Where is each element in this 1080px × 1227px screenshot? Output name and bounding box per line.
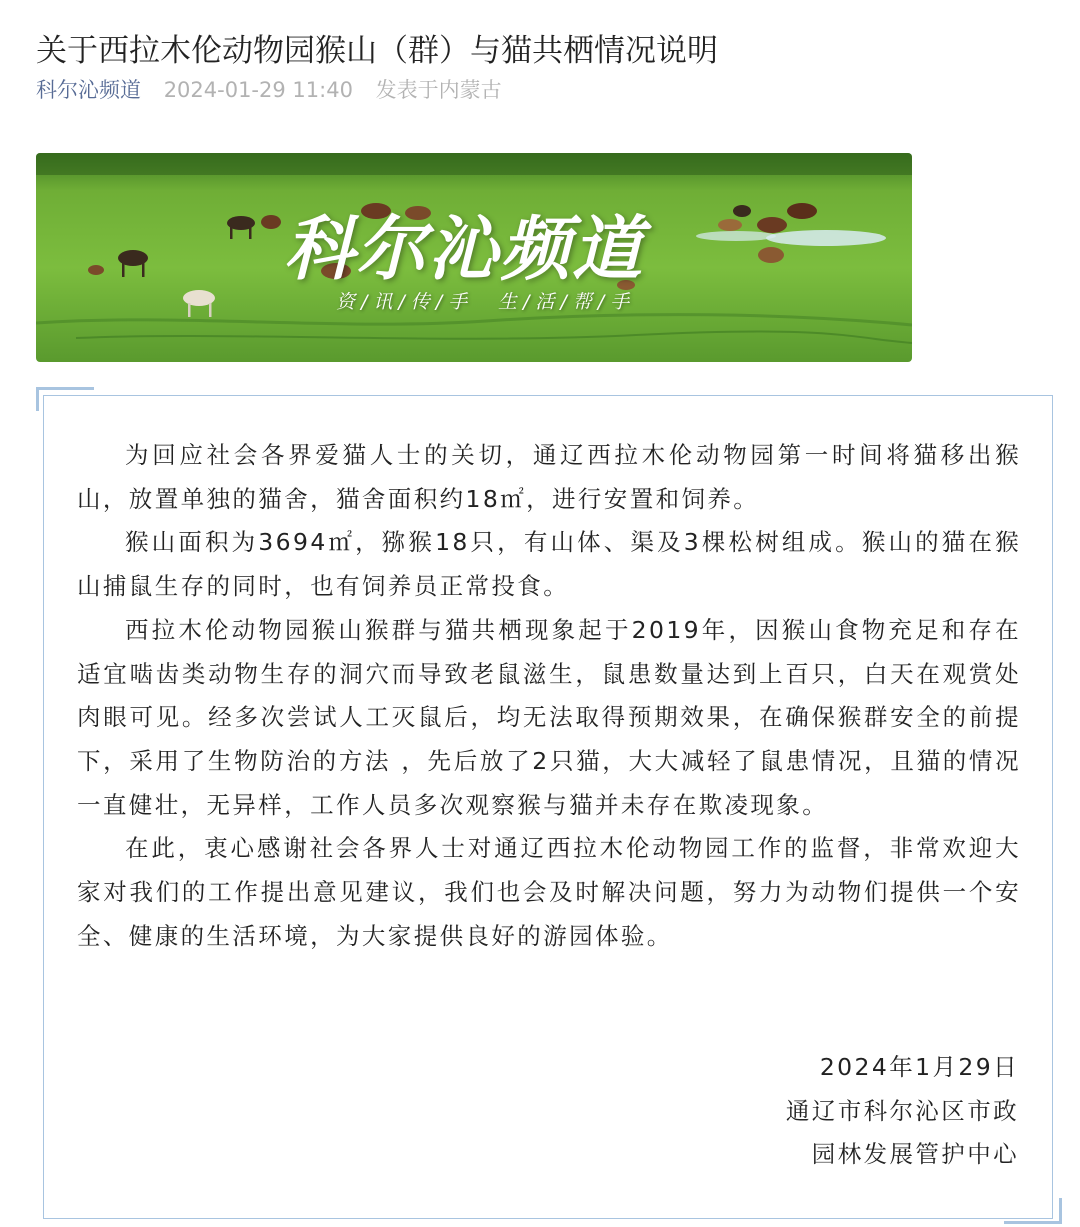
frame-corner-decoration bbox=[1059, 1198, 1062, 1224]
banner-slogan-right: 生/活/帮/手 bbox=[498, 291, 636, 313]
source-account-link[interactable]: 科尔沁频道 bbox=[36, 78, 141, 102]
channel-banner-image[interactable] bbox=[36, 153, 912, 362]
article-meta bbox=[36, 74, 502, 106]
signature-org-line: 园林发展管护中心 bbox=[811, 1140, 1019, 1169]
notice-paragraph: 为回应社会各界爱猫人士的关切，通辽西拉木伦动物园第一时间将猫移出猴山，放置单独的猫舍，猫舍面积约18㎡，进行安置和饲养。 bbox=[77, 441, 1021, 513]
publish-datetime: 2024-01-29 11:40 bbox=[163, 78, 353, 102]
article-title: 关于西拉木伦动物园猴山（群）与猫共栖情况说明 bbox=[36, 32, 718, 69]
signature-org-line: 通辽市科尔沁区市政 bbox=[785, 1096, 1019, 1125]
publish-location: 发表于内蒙古 bbox=[375, 78, 502, 102]
banner-slogan-left: 资/讯/传/手 bbox=[336, 291, 474, 313]
frame-corner-decoration bbox=[36, 387, 94, 390]
frame-corner-decoration bbox=[36, 387, 39, 411]
notice-signature bbox=[786, 1046, 1019, 1177]
banner-channel-name: 科尔沁频道 bbox=[284, 207, 644, 290]
signature-date: 2024年1月29日 bbox=[819, 1053, 1019, 1081]
notice-paragraph: 猴山面积为3694㎡，猕猴18只，有山体、渠及3棵松树组成。猴山的猫在猴山捕鼠生存的同时，也有饲养员正常投食。 bbox=[77, 528, 1021, 601]
frame-corner-decoration bbox=[1004, 1221, 1062, 1224]
notice-paragraph: 在此，衷心感谢社会各界人士对通辽西拉木伦动物园工作的监督，非常欢迎大家对我们的工作提出意见建议，我们也会及时解决问题，努力为动物们提供一个安全、健康的生活环境，为大家提供良好的游园体验。 bbox=[77, 834, 1021, 950]
notice-body bbox=[77, 434, 1021, 958]
notice-paragraph: 西拉木伦动物园猴山猴群与猫共栖现象起于2019年，因猴山食物充足和存在适宜啮齿类动物生存的洞穴而导致老鼠滋生，鼠患数量达到上百只，白天在观赏处肉眼可见。经多次尝试人工灭鼠后，均无法取得预期效果，在确保猴群安全的前提下，采用了生物防治的方法 ，先后放了2只猫，大大减轻了鼠患情况，且猫的情况一直健壮，无异样，工作人员多次观察猴与猫并未存在欺凌现象。 bbox=[77, 615, 1021, 819]
